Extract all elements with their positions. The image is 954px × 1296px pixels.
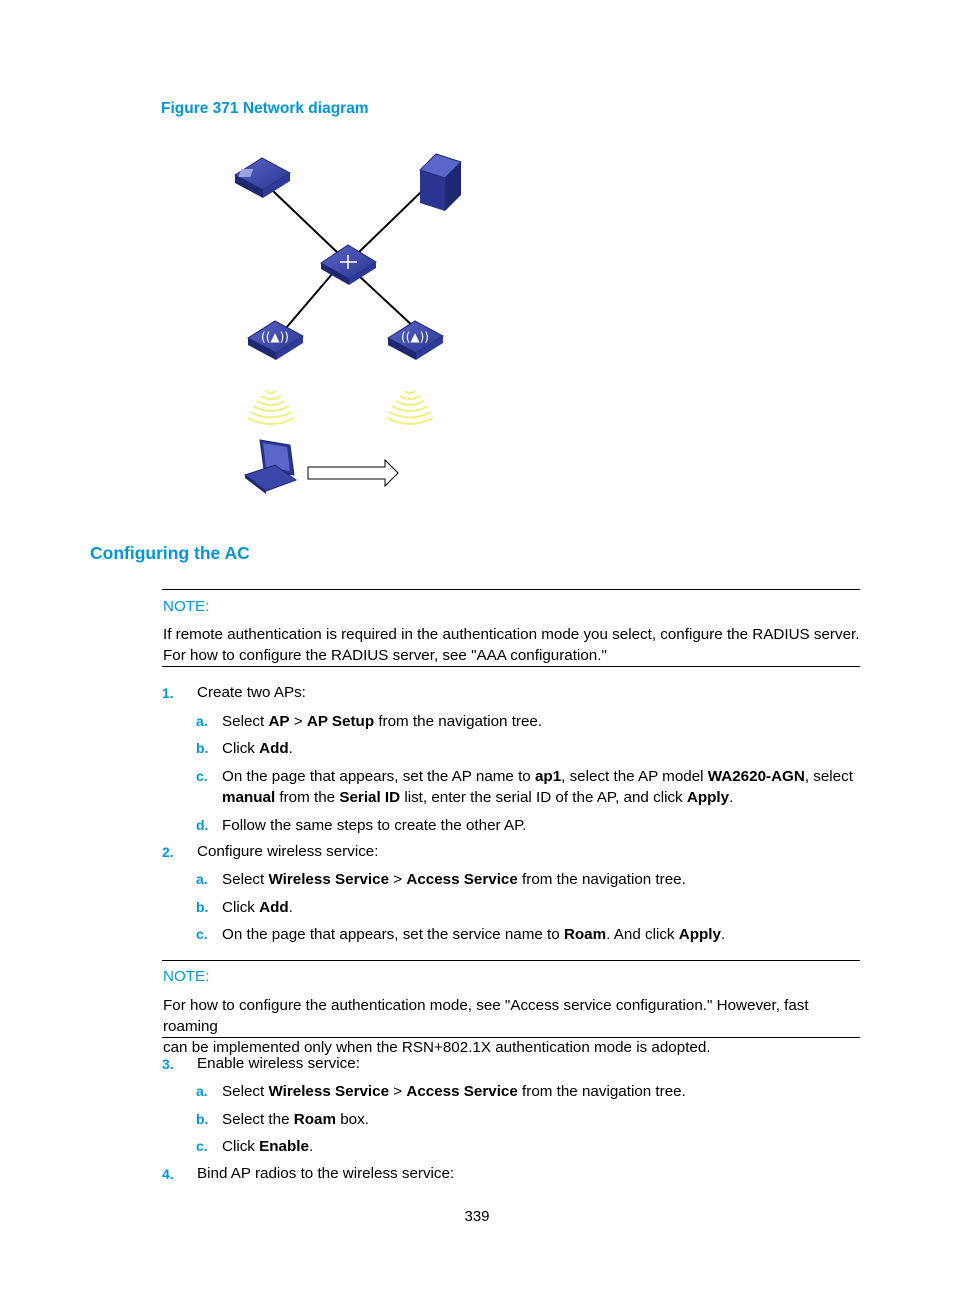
substep-letter: c.: [196, 1138, 208, 1154]
note-top-rule: [162, 960, 860, 961]
note-line: For how to configure the RADIUS server, see "AAA configuration.": [163, 647, 607, 664]
substep-text: On the page that appears, set the service name to Roam. And click Apply.: [222, 926, 726, 943]
substep-text: On the page that appears, set the AP name to ap1, select the AP model WA2620-AGN, select manual from the Serial ID list, enter the serial ID of the AP, and click Apply.: [222, 768, 853, 806]
step-number: 3.: [162, 1056, 174, 1072]
substep-letter: b.: [196, 1111, 209, 1127]
substep-text: Select Wireless Service > Access Service from the navigation tree.: [222, 871, 686, 888]
note-label: NOTE:: [163, 968, 210, 985]
substep-text: Select the Roam box.: [222, 1111, 369, 1128]
substep-letter: c.: [196, 768, 208, 784]
substep-letter: d.: [196, 817, 209, 833]
step-number: 4.: [162, 1166, 174, 1182]
note-bottom-rule: [162, 666, 860, 667]
step-number: 1.: [162, 685, 174, 701]
substep-letter: b.: [196, 899, 209, 915]
ac-device-icon: [235, 158, 290, 198]
substep-text: Select Wireless Service > Access Service from the navigation tree.: [222, 1083, 686, 1100]
roaming-arrow-icon: [308, 460, 398, 486]
svg-text:((▲)): ((▲)): [401, 330, 429, 344]
substep-text: Click Add.: [222, 899, 293, 916]
substep-text: Follow the same steps to create the other AP.: [222, 817, 527, 834]
server-icon: [420, 154, 461, 211]
step-number: 2.: [162, 844, 174, 860]
step-text: Bind AP radios to the wireless service:: [197, 1165, 455, 1182]
substep-letter: a.: [196, 1083, 208, 1099]
substep-letter: a.: [196, 871, 208, 887]
page-number: 339: [464, 1208, 490, 1225]
ap-left-icon: [248, 321, 303, 360]
substep-letter: a.: [196, 713, 208, 729]
figure-caption: Figure 371 Network diagram: [161, 100, 369, 117]
wireless-signal-left-icon: [248, 391, 294, 424]
wireless-signal-right-icon: [387, 391, 433, 424]
section-title: Configuring the AC: [90, 543, 250, 563]
step-text: Enable wireless service:: [197, 1055, 360, 1072]
note-label: NOTE:: [163, 598, 210, 615]
switch-icon: [321, 245, 376, 285]
note-line: For how to configure the authentication mode, see "Access service configuration." However, fast roaming: [163, 997, 809, 1035]
note-text: [163, 995, 863, 1058]
ap-right-icon: [388, 321, 443, 360]
substep-text: Select AP > AP Setup from the navigation tree.: [222, 713, 543, 730]
laptop-client-icon: [245, 440, 296, 494]
substep-text: Click Add.: [222, 740, 293, 757]
substep-text: Click Enable.: [222, 1138, 314, 1155]
note-bottom-rule: [162, 1037, 860, 1038]
network-diagram: [230, 145, 480, 495]
substep-letter: b.: [196, 740, 209, 756]
note-line: can be implemented only when the RSN+802.1X authentication mode is adopted.: [163, 1039, 711, 1056]
note-text: [163, 624, 863, 666]
step-text: Create two APs:: [197, 684, 306, 701]
step-text: Configure wireless service:: [197, 843, 379, 860]
svg-text:((▲)): ((▲)): [261, 330, 289, 344]
note-top-rule: [162, 589, 860, 590]
note-line: If remote authentication is required in the authentication mode you select, configure the RADIUS server.: [163, 626, 860, 643]
substep-letter: c.: [196, 926, 208, 942]
